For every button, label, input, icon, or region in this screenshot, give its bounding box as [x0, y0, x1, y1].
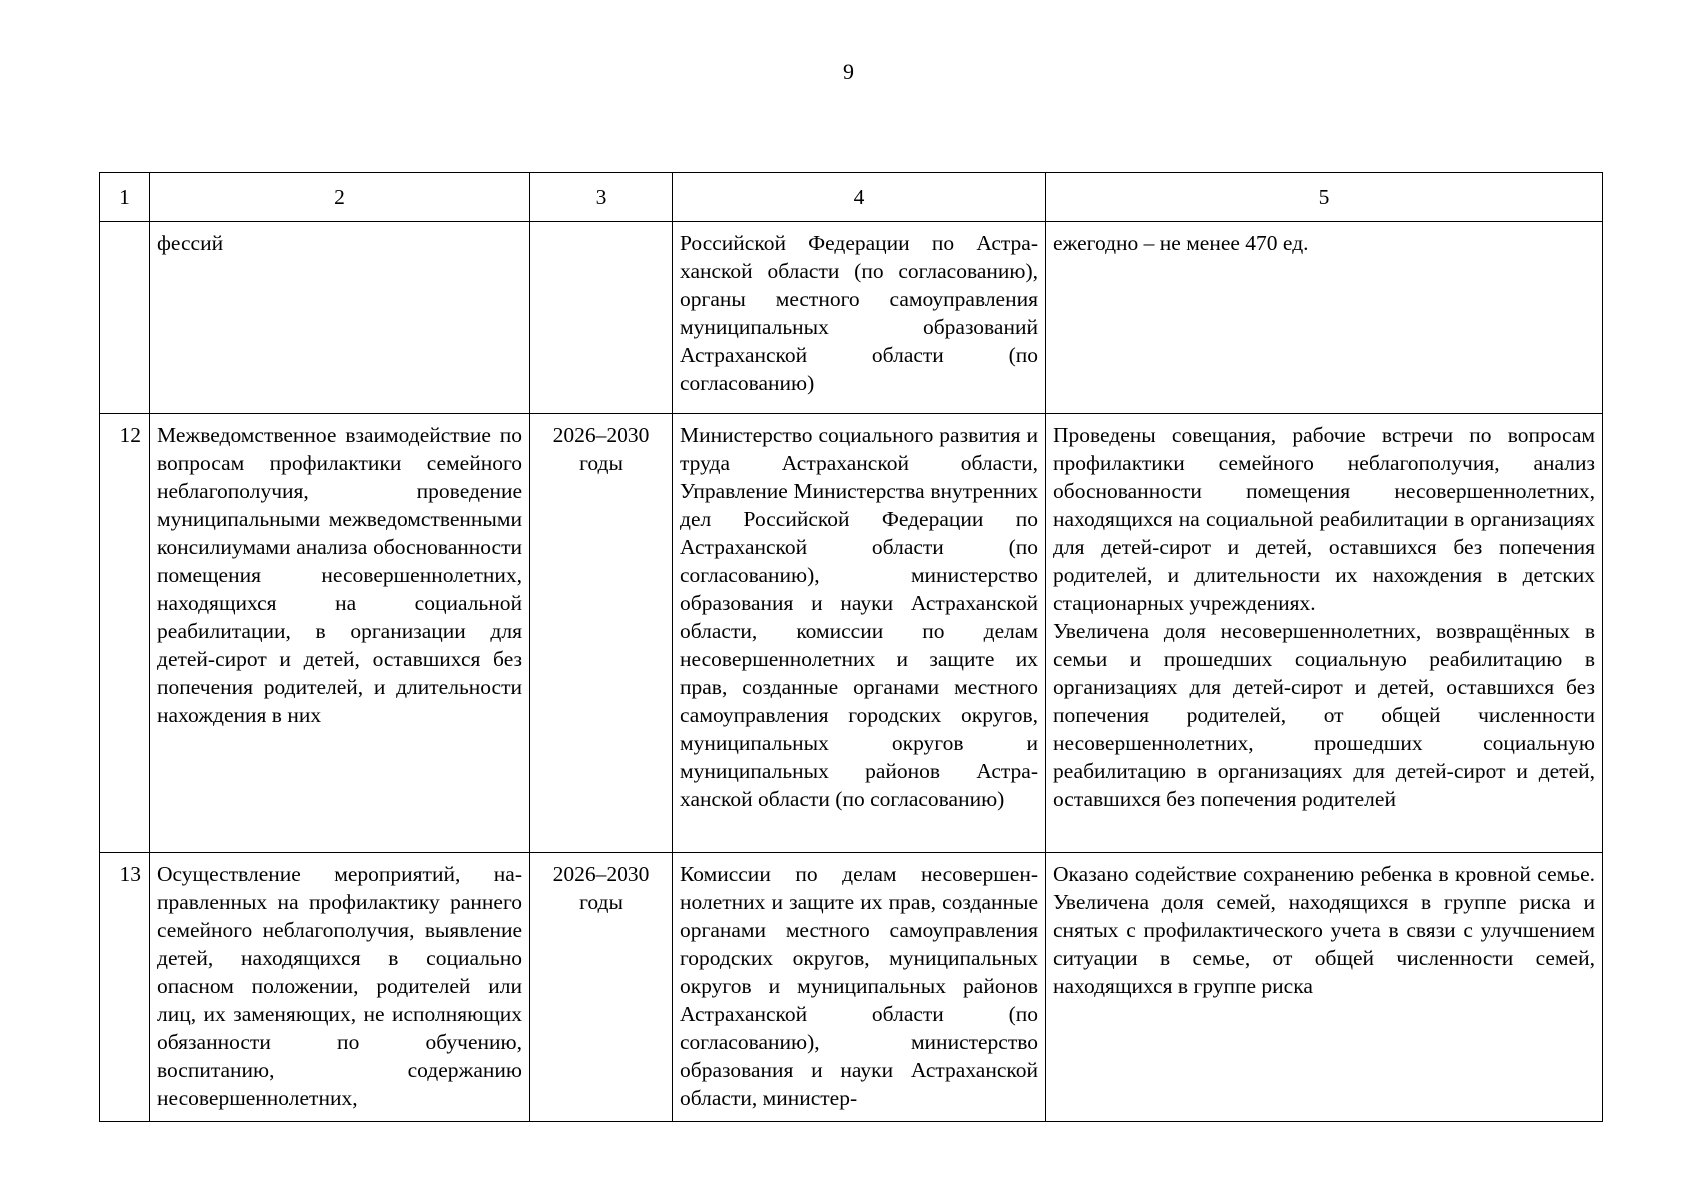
row-number-cell: [100, 222, 150, 414]
result-paragraph: ежегодно – не менее 470 ед.: [1053, 231, 1309, 255]
table-header-row: [100, 173, 1603, 222]
page-number: 9: [843, 59, 854, 84]
measures-table: [99, 172, 1603, 1122]
executors-cell: Комиссии по делам несовершеннолетних и защите их прав, созданные органами местного самоуправления городских округов, муниципальных округов и муниципальных районов Астраханской области (по согласованию), министерство образования и науки Астраханской области, министер-: [673, 853, 1046, 1122]
table-row: [100, 414, 1603, 853]
result-cell: [1046, 414, 1603, 853]
table-row: [100, 853, 1603, 1122]
result-cell: [1046, 222, 1603, 414]
column-header: 2: [150, 173, 530, 222]
column-header: 4: [673, 173, 1046, 222]
period-cell: 2026–2030 годы: [530, 414, 673, 853]
column-header: 1: [100, 173, 150, 222]
result-paragraph: Оказано содействие сохранению ребенка в кровной семье. Увеличена доля семей, находящихся в группе риска и снятых с профилактического учета в связи с улучшением ситуации в семье, от общей численности семей, находящихся в группе риска: [1053, 862, 1595, 998]
period-cell: [530, 222, 673, 414]
column-header: 5: [1046, 173, 1603, 222]
column-header: 3: [530, 173, 673, 222]
activity-cell: Осуществление мероприятий, направленных на профилактику раннего семейного неблагополучия, выявление детей, находящихся в социально опасном положении, родителей или лиц, их заменяющих, не исполняющих обязанности по обучению, воспитанию, содержанию несовершеннолетних,: [150, 853, 530, 1122]
result-paragraph: Проведены совещания, рабочие встречи по вопросам профилактики семейного неблагополучия, анализ обоснованности помещения несовершеннолетних, находящихся на социальной реабилитации в организациях для детей-сирот и детей, оставшихся без попечения родителей, и длительности их нахождения в детских стационарных учреждениях.: [1053, 423, 1595, 615]
table-row: [100, 222, 1603, 414]
activity-cell: фессий: [150, 222, 530, 414]
result-cell: [1046, 853, 1603, 1122]
result-paragraph: Увеличена доля несовершеннолетних, возвращённых в семьи и прошедших социальную реабилитацию в организациях для детей-сирот и детей, оставшихся без попечения родителей, от общей численности несовершеннолетних, прошедших социальную реабилитацию в организациях для детей-сирот и детей, оставшихся без попечения родителей: [1053, 619, 1595, 811]
activity-cell: Межведомственное взаимодействие по вопросам профилактики семейного неблагополучия, проведение муниципальными межведомственными консилиумами анализа обоснованности помещения несовершеннолетних, находящихся на социальной реабилитации, в организации для детей-сирот и детей, оставшихся без попечения родителей, и длительности нахождения в них: [150, 414, 530, 853]
row-number-cell: 13: [100, 853, 150, 1122]
period-cell: 2026–2030 годы: [530, 853, 673, 1122]
executors-cell: Российской Федерации по Астраханской области (по согласованию), органы местного самоуправления муниципальных образований Астраханской области (по согласованию): [673, 222, 1046, 414]
executors-cell: Министерство социального развития и труда Астраханской области, Управление Министерства внутренних дел Российской Федерации по Астраханской области (по согласованию), министерство образования и науки Астраханской области, комиссии по делам несовершеннолетних и защите их прав, созданные органами местного самоуправления городских округов, муниципальных округов и муниципальных районов Астраханской области (по согласованию): [673, 414, 1046, 853]
row-number-cell: 12: [100, 414, 150, 853]
